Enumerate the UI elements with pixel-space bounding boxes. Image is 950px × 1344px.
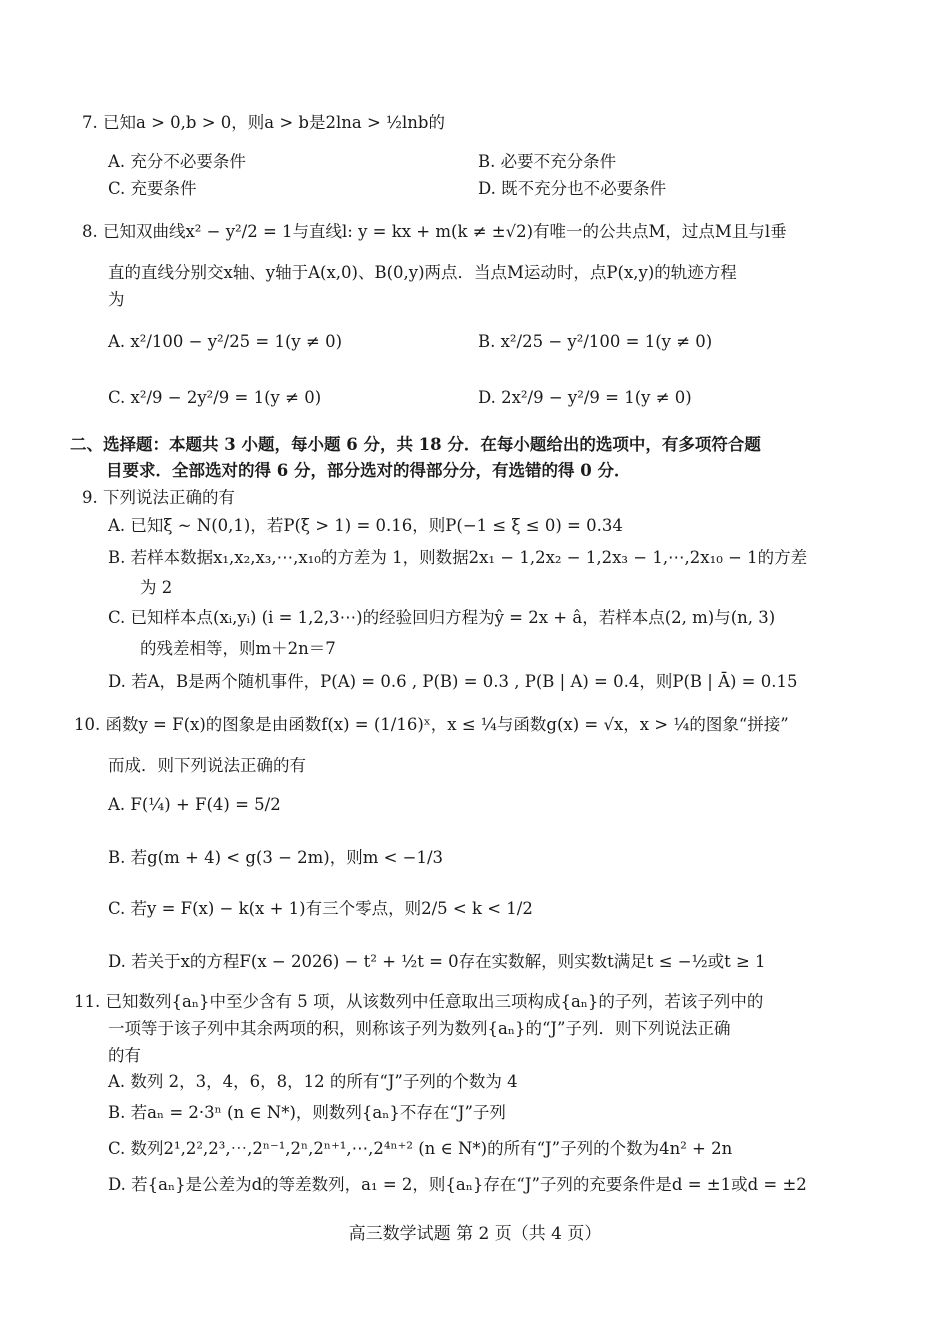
q7-stem: 7. 已知a > 0,b > 0，则a > b是2lna > ½lnb的 [82, 113, 445, 132]
page-footer: 高三数学试题 第 2 页（共 4 页） [348, 1224, 602, 1244]
q8-option-c: C. x²/9 − 2y²/9 = 1(y ≠ 0) [108, 388, 322, 407]
q10-option-d: D. 若关于x的方程F(x − 2026) − t² + ½t = 0存在实数解，则实数t满足t ≤ −½或t ≥ 1 [108, 952, 766, 971]
q11-stem-line-2: 一项等于该子列中其余两项的积，则称该子列为数列{aₙ}的“J”子列．则下列说法正确 [108, 1019, 731, 1038]
q10-option-a: A. F(¼) + F(4) = 5/2 [108, 795, 281, 814]
q8-stem-line-1: 8. 已知双曲线x² − y²/2 = 1与直线l: y = kx + m(k ≠ ±√2)有唯一的公共点M，过点M且与l垂 [82, 222, 787, 241]
q9-option-b-line-2: 为 2 [140, 578, 173, 597]
q7-option-b: B. 必要不充分条件 [478, 152, 617, 171]
q10-option-b: B. 若g(m + 4) < g(3 − 2m)，则m < −1/3 [108, 848, 444, 867]
q11-stem-line-3: 的有 [108, 1046, 141, 1065]
q9-option-a: A. 已知ξ ~ N(0,1)，若P(ξ > 1) = 0.16，则P(−1 ≤ ξ ≤ 0) = 0.34 [108, 516, 623, 535]
q11-option-a: A. 数列 2，3，4，6，8，12 的所有“J”子列的个数为 4 [108, 1072, 518, 1091]
q7-option-a: A. 充分不必要条件 [108, 152, 246, 171]
q10-stem-line-2: 而成．则下列说法正确的有 [108, 756, 306, 775]
q11-option-c: C. 数列2¹,2²,2³,⋯,2ⁿ⁻¹,2ⁿ,2ⁿ⁺¹,⋯,2⁴ⁿ⁺² (n ∈ N*)的所有“J”子列的个数为4n² + 2n [108, 1139, 733, 1158]
q10-stem-line-1: 10. 函数y = F(x)的图象是由函数f(x) = (1/16)ˣ，x ≤ ¼与函数g(x) = √x，x > ¼的图象“拼接” [74, 715, 789, 734]
q9-stem: 9. 下列说法正确的有 [82, 488, 235, 507]
section-2-heading-line-2: 目要求．全部选对的得 6 分，部分选对的得部分分，有选错的得 0 分． [106, 461, 631, 480]
q8-option-d: D. 2x²/9 − y²/9 = 1(y ≠ 0) [478, 388, 692, 407]
q7-option-d: D. 既不充分也不必要条件 [478, 179, 667, 198]
q8-option-b: B. x²/25 − y²/100 = 1(y ≠ 0) [478, 332, 713, 351]
q11-stem-line-1: 11. 已知数列{aₙ}中至少含有 5 项，从该数列中任意取出三项构成{aₙ}的子列，若该子列中的 [74, 992, 764, 1011]
q9-option-d: D. 若A，B是两个随机事件，P(A) = 0.6 , P(B) = 0.3 , P(B | A) = 0.4，则P(B | Ā) = 0.15 [108, 672, 798, 691]
q8-option-a: A. x²/100 − y²/25 = 1(y ≠ 0) [108, 332, 343, 351]
q11-option-b: B. 若aₙ = 2·3ⁿ (n ∈ N*)，则数列{aₙ}不存在“J”子列 [108, 1103, 506, 1122]
q9-option-c-line-2: 的残差相等，则m＋2n＝7 [140, 639, 336, 658]
q11-option-d: D. 若{aₙ}是公差为d的等差数列，a₁ = 2，则{aₙ}存在“J”子列的充要条件是d = ±1或d = ±2 [108, 1175, 807, 1194]
q9-option-b-line-1: B. 若样本数据x₁,x₂,x₃,⋯,x₁₀的方差为 1，则数据2x₁ − 1,2x₂ − 1,2x₃ − 1,⋯,2x₁₀ − 1的方差 [108, 548, 808, 567]
q8-stem-line-2: 直的直线分别交x轴、y轴于A(x,0)、B(0,y)两点．当点M运动时，点P(x,y)的轨迹方程 [108, 263, 737, 282]
q9-option-c-line-1: C. 已知样本点(xᵢ,yᵢ) (i = 1,2,3⋯)的经验回归方程为ŷ = 2x + â，若样本点(2, m)与(n, 3) [108, 608, 776, 627]
q10-option-c: C. 若y = F(x) − k(x + 1)有三个零点，则2/5 < k < 1/2 [108, 899, 533, 918]
q7-option-c: C. 充要条件 [108, 179, 197, 198]
q8-stem-line-3: 为 [108, 290, 125, 309]
section-2-heading-line-1: 二、选择题：本题共 3 小题，每小题 6 分，共 18 分．在每小题给出的选项中，有多项符合题 [70, 435, 761, 454]
